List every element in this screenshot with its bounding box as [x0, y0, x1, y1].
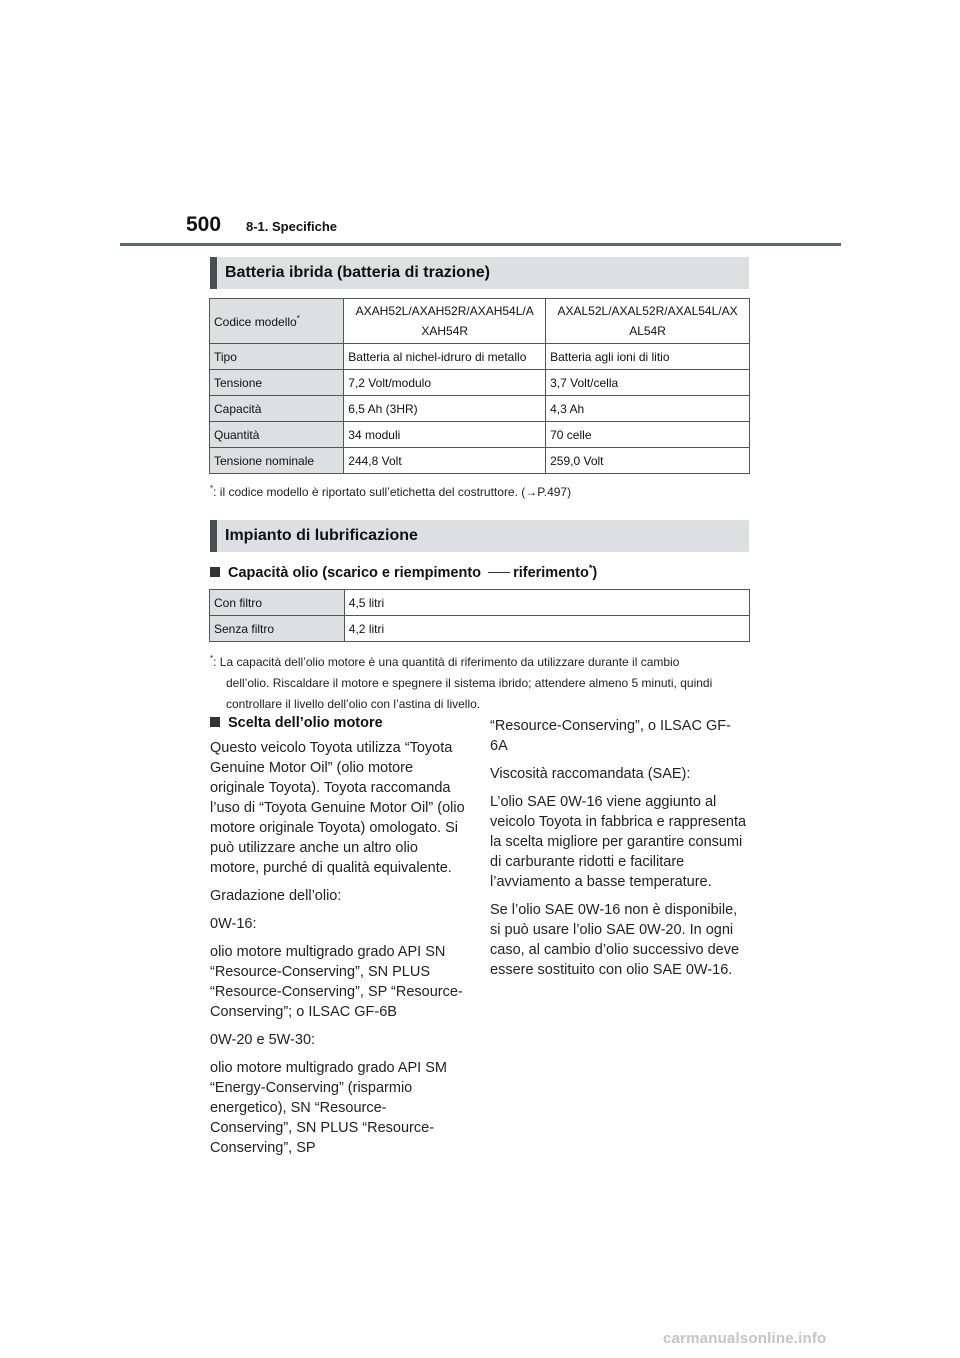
table-row [210, 396, 750, 422]
paragraph: 0W-20 e 5W-30: [210, 1032, 316, 1048]
table-row [210, 299, 750, 344]
lubrication-section-title: Impianto di lubrificazione [210, 520, 749, 552]
table-cell-label: Codice modello* [210, 299, 344, 344]
table-cell: 4,2 litri [344, 616, 749, 642]
paragraph: olio motore multigrado grado API SN “Resource-Conserving”, SN PLUS “Resource-Conserving”, SP “Resource-Conserving”; o ILSAC GF-6B [210, 944, 463, 1020]
oil-choice-heading: Scelta dell’olio motore [210, 715, 383, 731]
table-row [210, 616, 750, 642]
square-bullet-icon [210, 717, 220, 727]
header-divider [120, 243, 841, 246]
table-cell: AXAH52L/AXAH52R/AXAH54L/A XAH54R [344, 299, 546, 344]
table-cell-label: Tensione nominale [210, 448, 344, 474]
paragraph: Questo veicolo Toyota utilizza “Toyota Genuine Motor Oil” (olio motore originale Toyota). Toyota raccomanda l’uso di “Toyota Genuine Motor Oil” (olio motore originale Toyota) omologato. Si può utilizzare anche un altro olio motore, purché di qualità equivalente. [210, 740, 465, 876]
table-cell: 3,7 Volt/cella [546, 370, 750, 396]
table-cell: 7,2 Volt/modulo [344, 370, 546, 396]
paragraph: olio motore multigrado grado API SM “Energy-Conserving” (risparmio energetico), SN “Resource-Conserving”, SN PLUS “Resource-Conserving”, SP [210, 1060, 447, 1156]
arrow-right-icon: → [525, 485, 538, 499]
table-row [210, 422, 750, 448]
battery-footnote: *: il codice modello è riportato sull’etichetta del costruttore. (→P.497) [210, 484, 572, 499]
paragraph: Gradazione dell’olio: [210, 888, 342, 904]
table-cell: 4,5 litri [344, 590, 749, 616]
oil-capacity-table [209, 589, 750, 642]
table-cell: 244,8 Volt [344, 448, 546, 474]
table-row [210, 590, 750, 616]
battery-spec-table [209, 298, 750, 474]
chapter-title: 8-1. Specifiche [246, 219, 338, 234]
battery-section-title: Batteria ibrida (batteria di trazione) [210, 257, 749, 289]
table-cell: 34 moduli [344, 422, 546, 448]
page-number: 500 [186, 213, 222, 236]
table-row [210, 448, 750, 474]
dash-icon [488, 572, 510, 573]
watermark: carmanualsonline.info [663, 1330, 827, 1347]
table-row [210, 370, 750, 396]
oil-capacity-footnote: *: La capacità dell’olio motore è una quantità di riferimento da utilizzare durante il cambio dell’olio. Riscaldare il motore e spegnere il sistema ibrido; attendere almeno 5 minuti, quindi controllare il livello dell’olio con l’astina di livello. [210, 654, 713, 711]
table-cell: 6,5 Ah (3HR) [344, 396, 546, 422]
table-cell: 259,0 Volt [546, 448, 750, 474]
paragraph: Se l’olio SAE 0W-16 non è disponibile, si può usare l’olio SAE 0W-20. In ogni caso, al cambio d’olio successivo deve essere sostituito con olio SAE 0W-16. [490, 902, 740, 978]
paragraph: “Resource-Conserving”, o ILSAC GF-6A [490, 718, 731, 754]
table-cell-label: Quantità [210, 422, 344, 448]
paragraph: Viscosità raccomandata (SAE): [490, 766, 691, 782]
table-row [210, 344, 750, 370]
page-reference-link[interactable]: P.497) [537, 485, 572, 499]
table-cell-label: Con filtro [210, 590, 345, 616]
table-cell-label: Tipo [210, 344, 344, 370]
table-cell: 4,3 Ah [546, 396, 750, 422]
oil-choice-right-column [490, 716, 748, 988]
table-cell-label: Senza filtro [210, 616, 345, 642]
table-cell: AXAL52L/AXAL52R/AXAL54L/AX AL54R [546, 299, 750, 344]
table-cell: Batteria al nichel-idruro di metallo [344, 344, 546, 370]
table-cell: Batteria agli ioni di litio [546, 344, 750, 370]
paragraph: 0W-16: [210, 916, 257, 932]
paragraph: L’olio SAE 0W-16 viene aggiunto al veicolo Toyota in fabbrica e rappresenta la scelta migliore per garantire consumi di carburante ridotti e facilitare l’avviamento a basse temperature. [490, 794, 747, 890]
square-bullet-icon [210, 567, 220, 577]
table-cell-label: Tensione [210, 370, 344, 396]
table-cell: 70 celle [546, 422, 750, 448]
oil-choice-left-column [210, 738, 468, 1166]
table-cell-label: Capacità [210, 396, 344, 422]
oil-capacity-heading: Capacità olio (scarico e riempimento riferimento*) [210, 563, 597, 581]
